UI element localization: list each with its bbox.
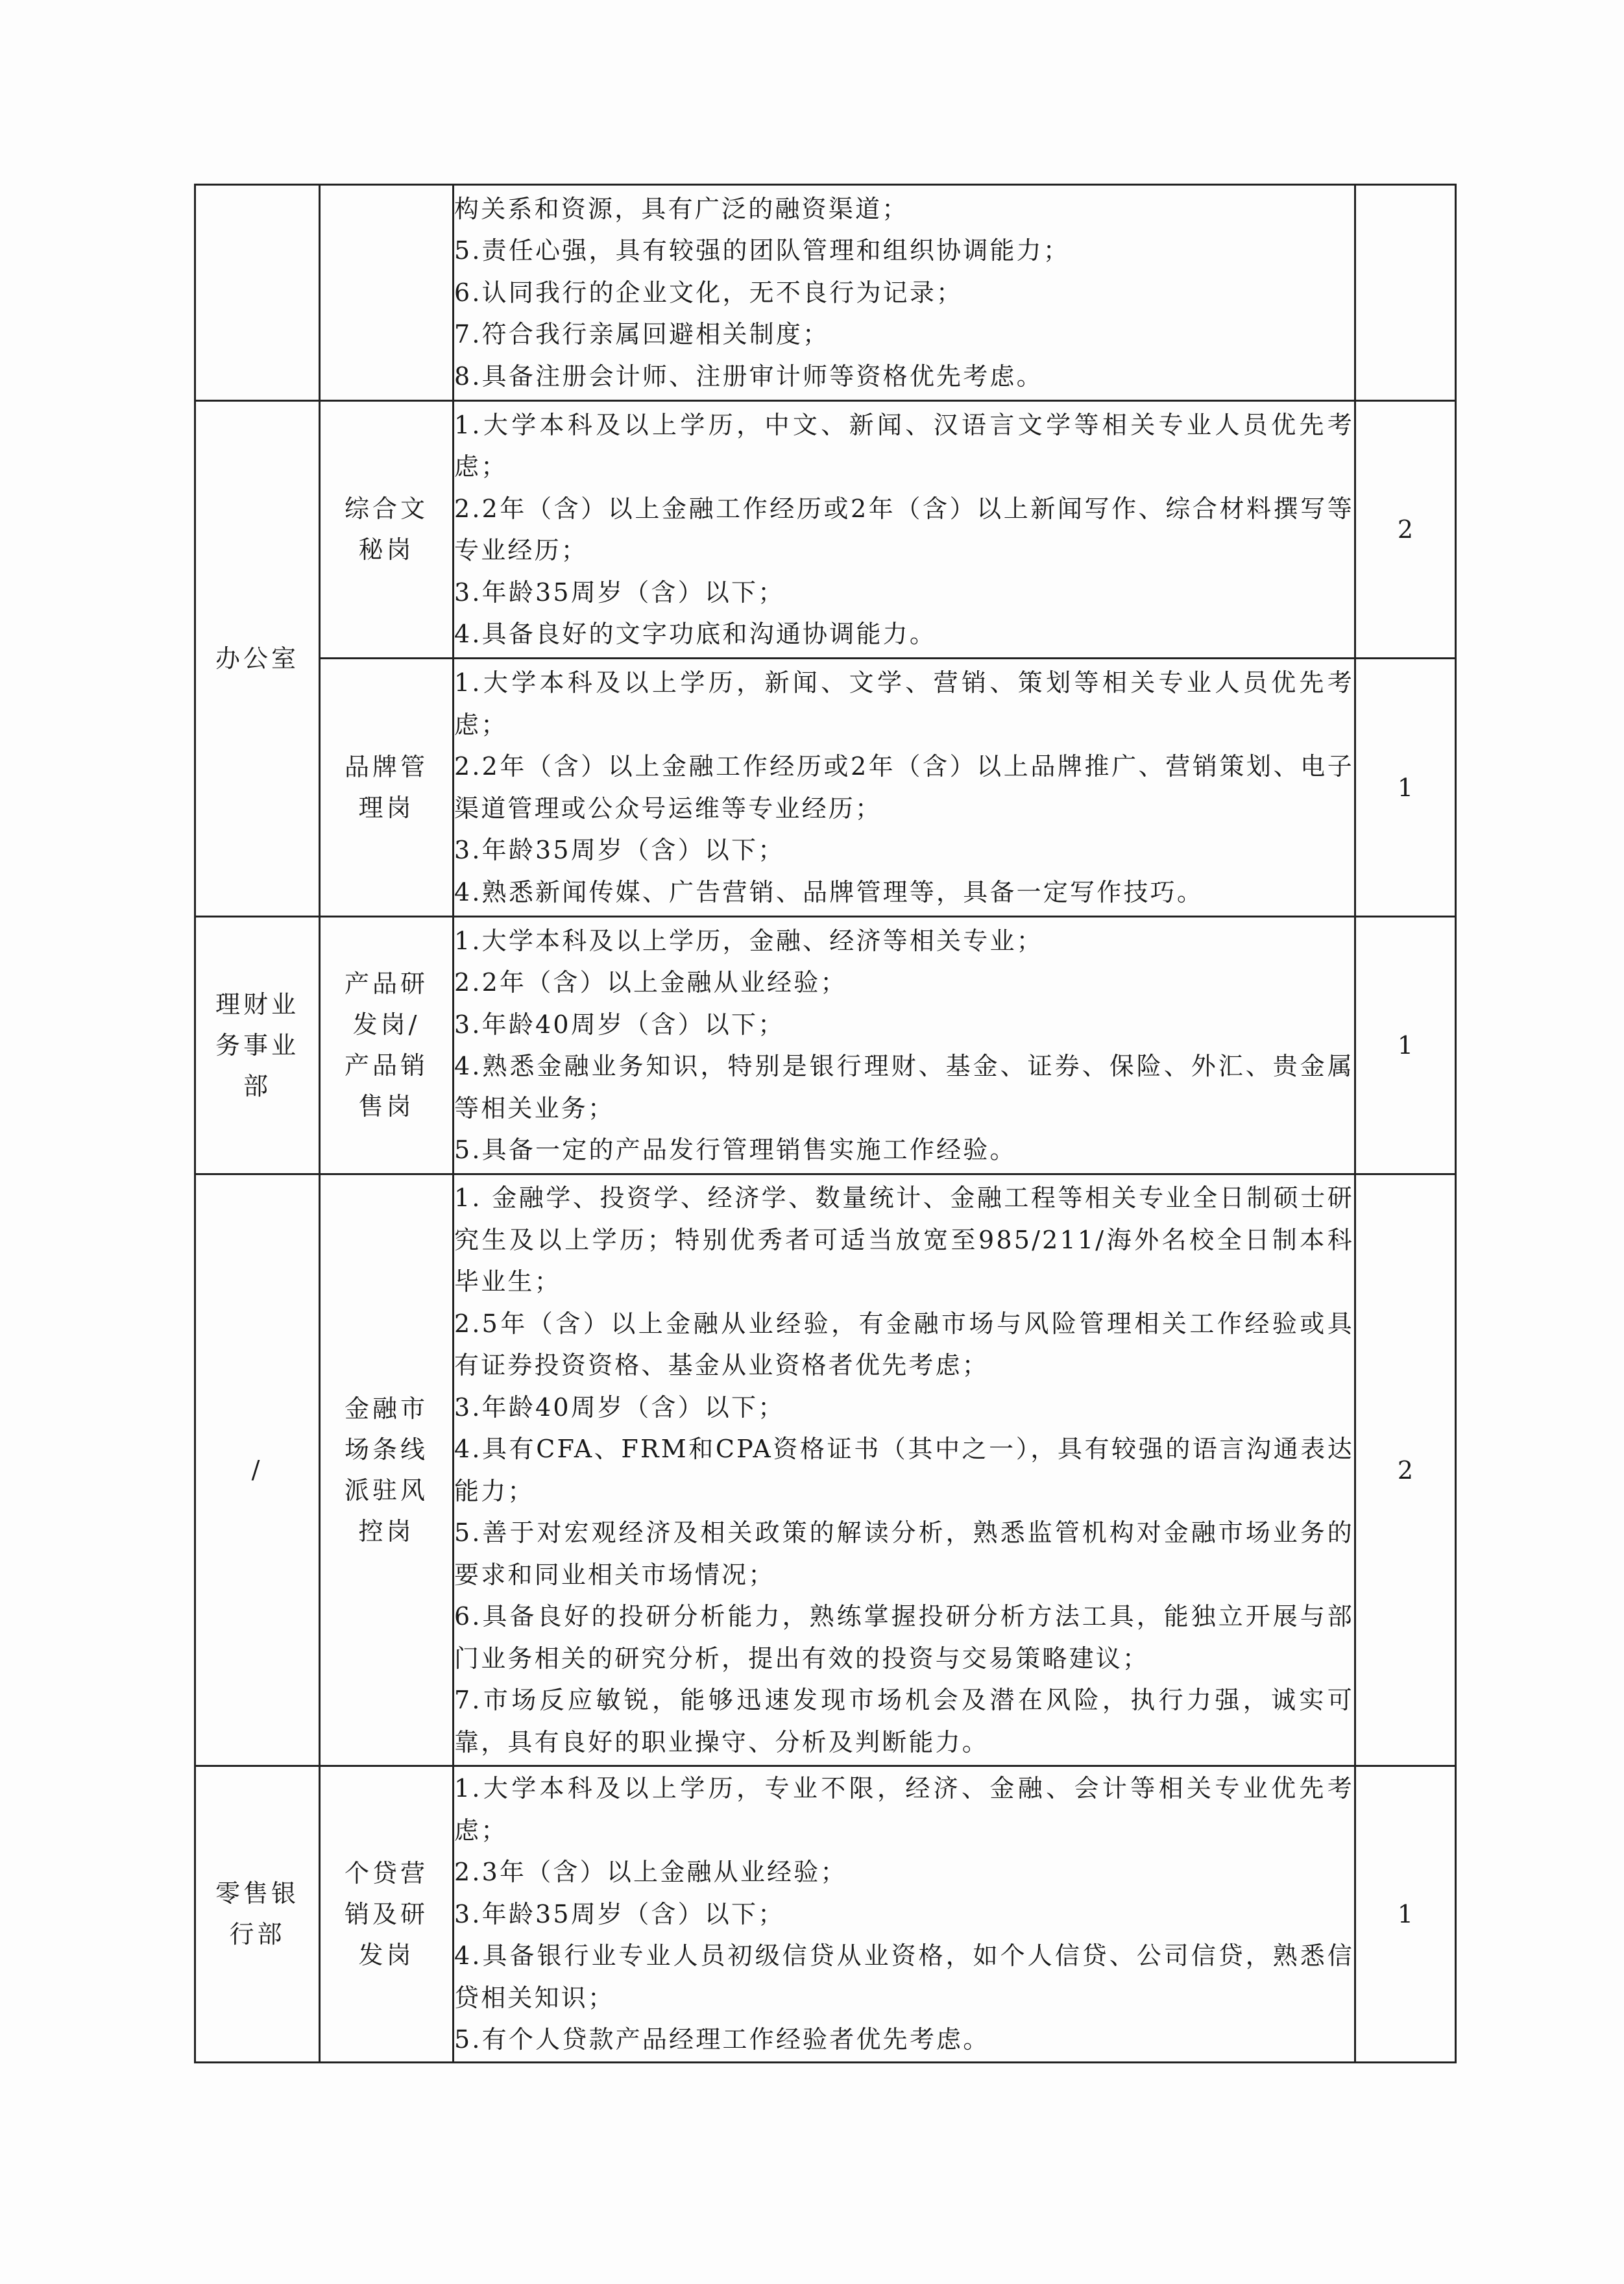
position-cell bbox=[320, 1766, 454, 2063]
headcount-cell bbox=[1355, 1766, 1456, 2063]
department-label: 零售银行部 bbox=[215, 1879, 299, 1949]
department-label: / bbox=[251, 1455, 263, 1484]
headcount-value: 1 bbox=[1397, 1031, 1414, 1060]
requirement-item: 6.具备良好的投研分析能力，熟练掌握投研分析方法工具，能独立开展与部门业务相关的研究分析，提出有效的投资与交易策略建议； bbox=[454, 1602, 1354, 1673]
requirement-item: 2.2年（含）以上金融从业经验； bbox=[454, 968, 847, 997]
headcount-cell bbox=[1355, 1174, 1456, 1766]
position-cell bbox=[320, 917, 454, 1174]
department-cell bbox=[195, 1174, 320, 1766]
table-row bbox=[195, 401, 1456, 659]
position-cell bbox=[320, 659, 454, 917]
headcount-cell bbox=[1355, 659, 1456, 917]
headcount-cell bbox=[1355, 401, 1456, 659]
position-label: 个贷营销及研发岗 bbox=[344, 1858, 428, 1969]
position-label: 产品研发岗/产品销售岗 bbox=[344, 969, 428, 1121]
requirement-item: 4.具备银行业专业人员初级信贷从业资格，如个人信贷、公司信贷，熟悉信贷相关知识； bbox=[454, 1941, 1354, 2012]
requirement-item: 8.具备注册会计师、注册审计师等资格优先考虑。 bbox=[454, 361, 1043, 391]
headcount-value: 2 bbox=[1397, 515, 1414, 544]
table-row bbox=[195, 659, 1456, 917]
department-cell bbox=[195, 185, 320, 401]
headcount-cell bbox=[1355, 185, 1456, 401]
requirements-cell bbox=[454, 401, 1355, 659]
headcount-cell bbox=[1355, 917, 1456, 1174]
requirement-item: 5.有个人贷款产品经理工作经验者优先考虑。 bbox=[454, 2025, 990, 2054]
table-row bbox=[195, 1174, 1456, 1766]
table-row bbox=[195, 1766, 1456, 2063]
recruitment-table bbox=[194, 184, 1457, 2063]
requirement-item: 7.市场反应敏锐，能够迅速发现市场机会及潜在风险，执行力强，诚实可靠，具有良好的职业操守、分析及判断能力。 bbox=[454, 1686, 1354, 1756]
requirement-item: 2.5年（含）以上金融从业经验，有金融市场与风险管理相关工作经验或具有证券投资资格、基金从业资格者优先考虑； bbox=[454, 1309, 1354, 1379]
requirement-item: 4.具有CFA、FRM和CPA资格证书（其中之一），具有较强的语言沟通表达能力； bbox=[454, 1435, 1354, 1505]
headcount-value: 2 bbox=[1397, 1455, 1414, 1485]
requirement-item: 1.大学本科及以上学历，新闻、文学、营销、策划等相关专业人员优先考虑； bbox=[454, 668, 1354, 739]
position-label: 品牌管理岗 bbox=[344, 752, 428, 822]
requirement-item: 3.年龄40周岁（含）以下； bbox=[454, 1392, 785, 1422]
requirement-item: 3.年龄35周岁（含）以下； bbox=[454, 1899, 785, 1928]
requirements-cell bbox=[454, 917, 1355, 1174]
position-cell bbox=[320, 1174, 454, 1766]
requirement-item: 2.2年（含）以上金融工作经历或2年（含）以上新闻写作、综合材料撰写等专业经历； bbox=[454, 494, 1354, 565]
requirement-item: 3.年龄35周岁（含）以下； bbox=[454, 836, 785, 864]
table-row bbox=[195, 917, 1456, 1174]
requirement-item: 1.大学本科及以上学历，金融、经济等相关专业； bbox=[454, 926, 1043, 955]
table-row bbox=[195, 185, 1456, 401]
requirement-item: 构关系和资源，具有广泛的融资渠道； bbox=[454, 194, 909, 223]
position-cell bbox=[320, 185, 454, 401]
headcount-value: 1 bbox=[1397, 773, 1414, 802]
requirements-cell bbox=[454, 1174, 1355, 1766]
requirement-item: 4.具备良好的文字功底和沟通协调能力。 bbox=[454, 620, 937, 648]
requirements-cell bbox=[454, 185, 1355, 401]
department-label: 理财业务事业部 bbox=[215, 990, 299, 1100]
requirement-item: 6.认同我行的企业文化，无不良行为记录； bbox=[454, 278, 963, 307]
department-cell bbox=[195, 1766, 320, 2063]
requirement-item: 5.具备一定的产品发行管理销售实施工作经验。 bbox=[454, 1136, 1017, 1164]
requirement-item: 2.3年（含）以上金融从业经验； bbox=[454, 1858, 847, 1887]
requirement-item: 1.大学本科及以上学历，中文、新闻、汉语言文学等相关专业人员优先考虑； bbox=[454, 410, 1354, 481]
requirements-cell bbox=[454, 1766, 1355, 2063]
requirement-item: 2.2年（含）以上金融工作经历或2年（含）以上品牌推广、营销策划、电子渠道管理或公众号运维等专业经历； bbox=[454, 752, 1354, 823]
headcount-value: 1 bbox=[1397, 1900, 1414, 1928]
requirement-item: 5.责任心强，具有较强的团队管理和组织协调能力； bbox=[454, 236, 1071, 265]
requirement-item: 3.年龄40周岁（含）以下； bbox=[454, 1010, 785, 1039]
position-cell bbox=[320, 401, 454, 659]
requirement-item: 4.熟悉金融业务知识，特别是银行理财、基金、证券、保险、外汇、贵金属等相关业务； bbox=[454, 1052, 1354, 1123]
department-label: 办公室 bbox=[215, 644, 299, 673]
requirement-item: 7.符合我行亲属回避相关制度； bbox=[454, 320, 830, 349]
position-label: 金融市场条线派驻风控岗 bbox=[344, 1394, 428, 1546]
requirement-item: 3.年龄35周岁（含）以下； bbox=[454, 577, 785, 607]
department-cell bbox=[195, 917, 320, 1174]
requirement-item: 5.善于对宏观经济及相关政策的解读分析，熟悉监管机构对金融市场业务的要求和同业相关市场情况； bbox=[454, 1518, 1354, 1589]
requirement-item: 4.熟悉新闻传媒、广告营销、品牌管理等，具备一定写作技巧。 bbox=[454, 877, 1204, 906]
department-cell bbox=[195, 401, 320, 917]
requirement-item: 1. 金融学、投资学、经济学、数量统计、金融工程等相关专业全日制硕士研究生及以上学历；特别优秀者可适当放宽至985/211/海外名校全日制本科毕业生； bbox=[454, 1184, 1354, 1296]
position-label: 综合文秘岗 bbox=[344, 494, 428, 564]
requirement-item: 1.大学本科及以上学历，专业不限，经济、金融、会计等相关专业优先考虑； bbox=[454, 1774, 1354, 1845]
requirements-cell bbox=[454, 659, 1355, 917]
